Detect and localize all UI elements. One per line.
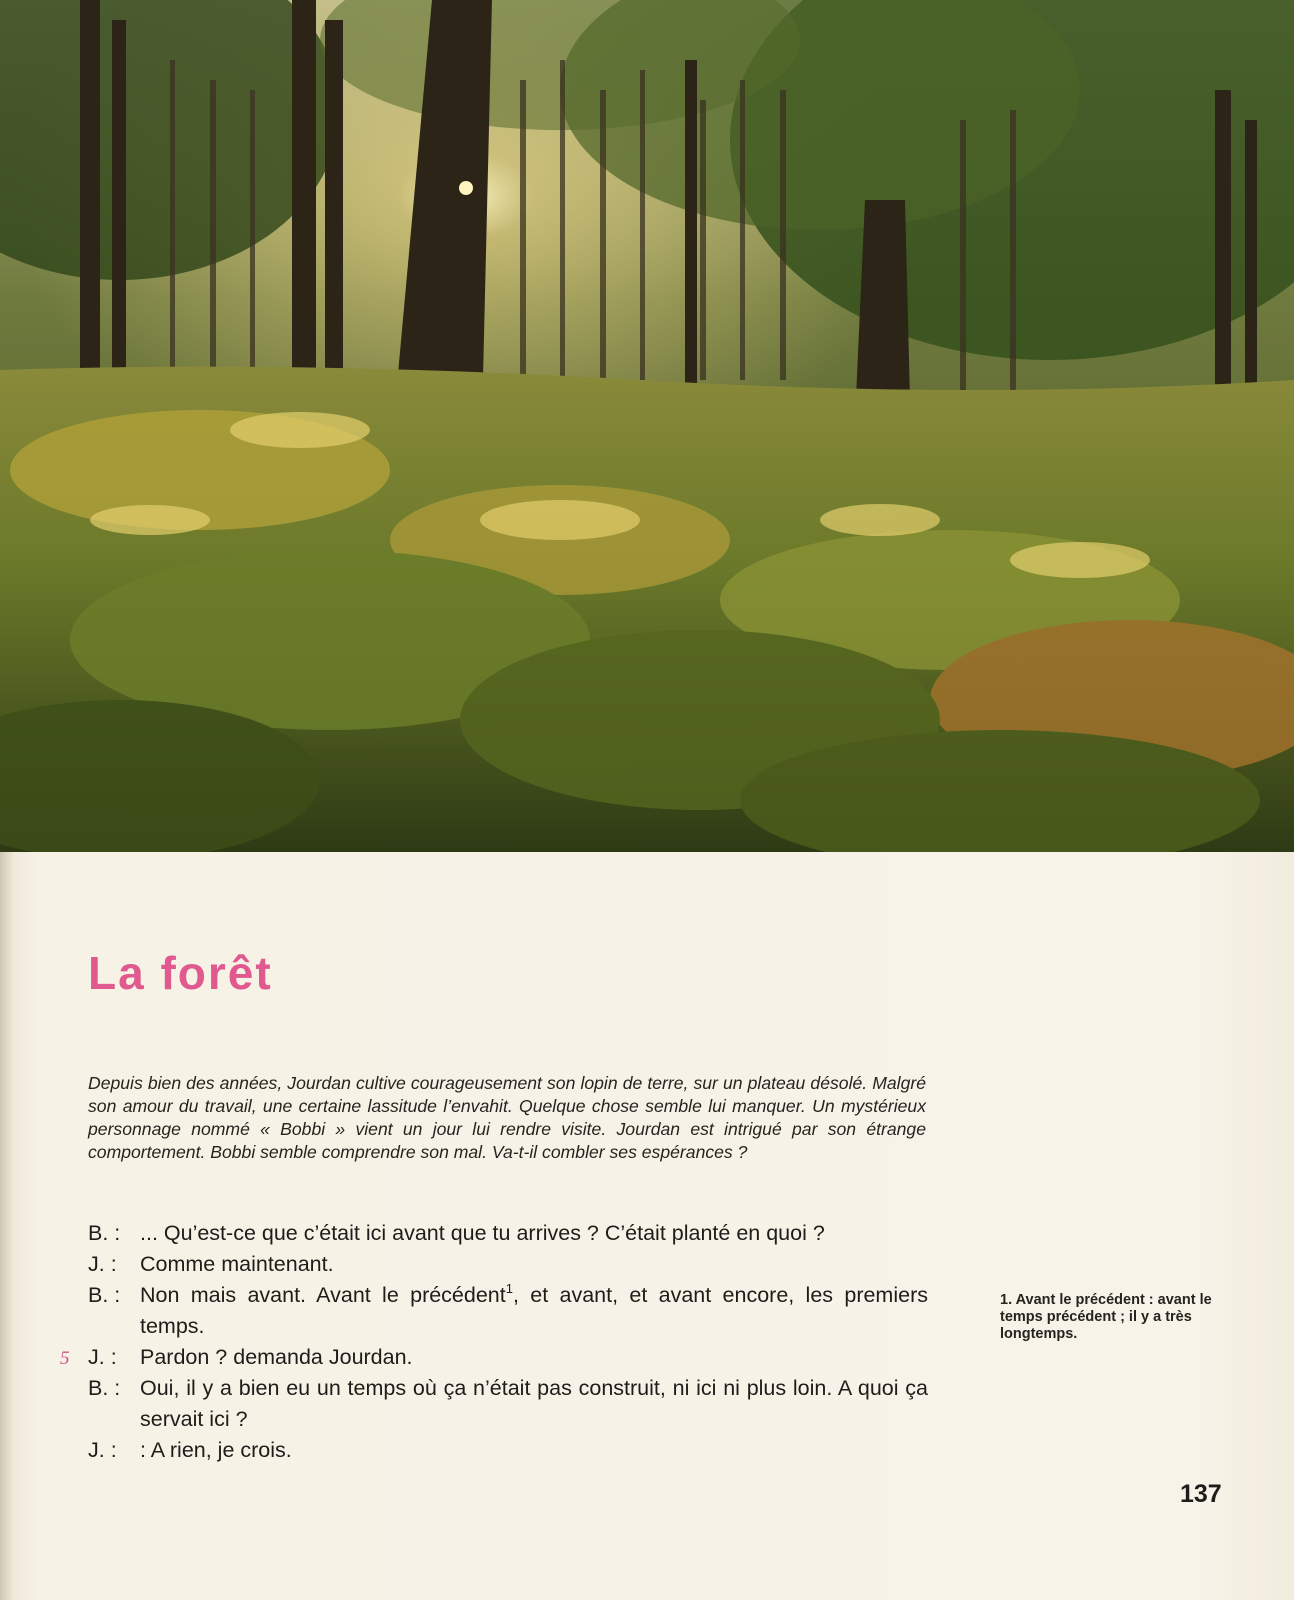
speaker-label: B. : [88,1221,121,1245]
speaker-label: J. : [88,1438,117,1462]
speaker-label: B. : [88,1283,121,1307]
dialogue-line [88,1218,928,1249]
speech-text: ... Qu’est-ce que c’était ici avant que tu arrives ? C’était planté en quoi ? [140,1221,825,1245]
page-number: 137 [1180,1480,1222,1508]
speech-text: Comme maintenant. [140,1252,334,1276]
speaker-label: J. : [88,1252,117,1276]
speech-text: : A rien, je crois. [140,1438,292,1462]
page-gutter-shadow [0,852,14,1600]
speech-text: Pardon ? demanda Jourdan. [140,1345,413,1369]
speaker-label: B. : [88,1376,121,1400]
intro-paragraph: Depuis bien des années, Jourdan cultive courageusement son lopin de terre, sur un plateau désolé. Malgré son amour du travail, une certaine lassitude l’envahit. Quelque chose semble lui manquer. Un mystérieux personnage nommé « Bobbi » vient un jour lui rendre visite. Jourdan est intrigué par son étrange comportement. Bobbi semble comprendre son mal. Va-t-il combler ses espérances ? [88,1073,926,1162]
footnote: 1. Avant le précédent : avant le temps précédent ; il y a très longtemps. [1000,1292,1212,1342]
speech-text-part: Non mais avant. Avant le précédent [140,1283,506,1307]
line-number: 5 [60,1348,70,1369]
page-title: La forêt [88,947,273,999]
dialogue-line [88,1373,928,1435]
dialogue-line [88,1435,928,1466]
speech-text-part: , et avant, et avant encore, les premiers temps. [140,1283,928,1338]
speaker-label: J. : [88,1345,117,1369]
speech-text: Oui, il y a bien eu un temps où ça n’était pas construit, ni ici ni plus loin. A quoi ça servait ici ? [140,1376,928,1431]
dialogue-line [60,1342,928,1373]
dialogue-list [60,1218,928,1466]
footnote-reference: 1 [505,1281,513,1296]
dialogue-line [88,1249,928,1280]
speech-text [140,1280,928,1342]
dialogue-line [88,1280,928,1342]
